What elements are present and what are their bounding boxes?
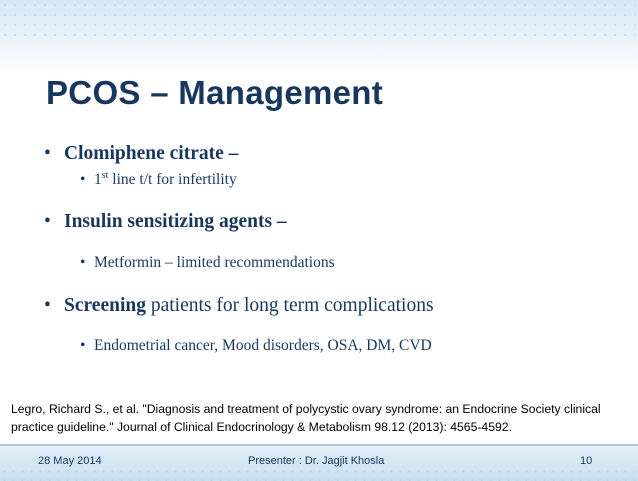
header-band [0,0,638,72]
bullet-dot-icon: • [44,143,51,164]
sub-bullet-text-rest: line t/t for infertility [108,171,237,189]
bullet-screening [44,295,434,317]
bullet-bold-text: Screening [64,295,146,316]
bullet-dot-icon: • [80,337,86,354]
sub-bullet-text: Metformin – limited recommendations [94,254,335,271]
sub-bullet-complications [80,337,432,355]
sub-bullet-metformin [80,254,335,272]
bullet-insulin [44,211,287,233]
bullet-dot-icon: • [44,211,51,232]
footer-band [0,444,638,481]
sub-bullet-text: 1 [94,171,102,189]
bullet-text: patients for long term complications [145,295,434,316]
bullet-bold-text: Insulin sensitizing agents – [64,211,287,232]
footer-date: 28 May 2014 [38,455,102,467]
sub-bullet-text: Endometrial cancer, Mood disorders, OSA, DM, CVD [94,337,432,354]
header-dot-pattern [0,0,638,44]
footer-presenter: Presenter : Dr. Jagjit Khosla [248,455,385,467]
citation-line-2: practice guideline." Journal of Clinical Endocrinology & Metabolism 98.12 (2013): 4565-4592. [11,420,512,434]
citation-line-1: Legro, Richard S., et al. "Diagnosis and treatment of polycystic ovary syndrome: an Endocrine Society clinical [11,402,601,416]
bullet-dot-icon: • [80,254,86,271]
bullet-clomiphene [44,143,238,165]
bullet-dot-icon: • [80,171,86,189]
ordinal-suffix: st [101,170,109,181]
slide-title: PCOS – Management [46,74,384,111]
bullet-bold-text: Clomiphene citrate – [64,143,239,164]
footer-page-number: 10 [580,455,593,467]
bullet-dot-icon: • [44,295,51,316]
sub-bullet-first-line [80,170,237,189]
citation-box [11,400,629,436]
